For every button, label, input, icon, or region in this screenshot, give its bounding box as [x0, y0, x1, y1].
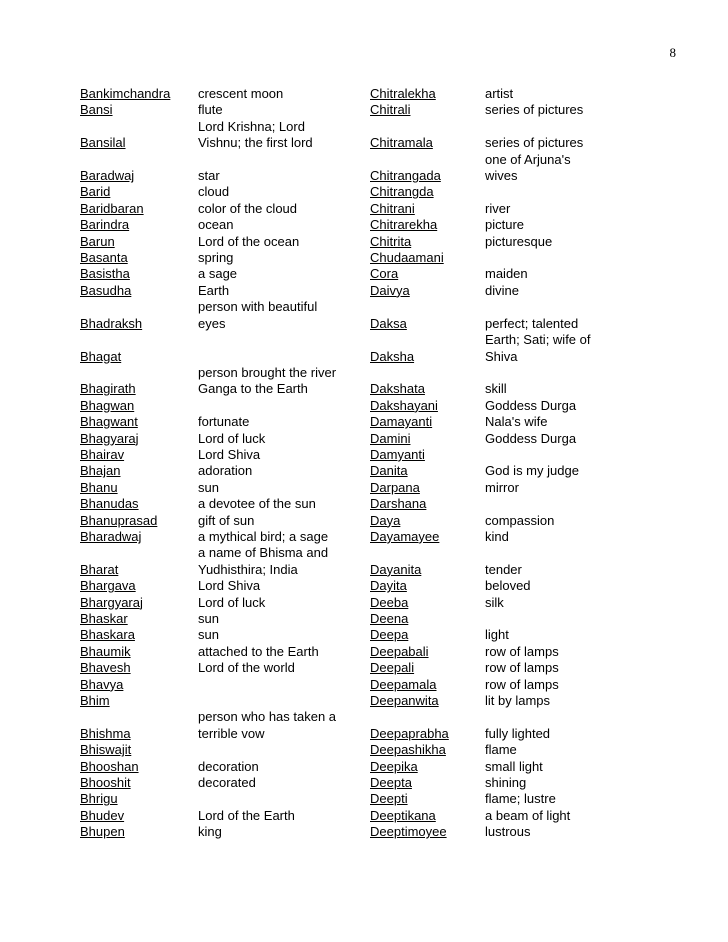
table-row	[80, 119, 625, 152]
table-row	[80, 709, 625, 742]
table-row	[80, 677, 625, 693]
meaning-cell	[485, 578, 625, 594]
meaning-cell	[485, 644, 625, 660]
name-cell: Darpana	[370, 479, 420, 495]
meaning-line: king	[198, 824, 222, 840]
meaning-cell	[485, 184, 625, 200]
meaning-cell	[198, 611, 370, 627]
name-cell: Darshana	[370, 496, 427, 512]
name-cell: Bhajan	[80, 463, 121, 479]
meaning-line: Lord Shiva	[198, 446, 261, 462]
meaning-line: adoration	[198, 463, 253, 479]
meaning-cell	[485, 398, 625, 414]
name-cell: Damyanti	[370, 446, 425, 462]
table-row	[80, 693, 625, 709]
meaning-cell	[485, 611, 625, 627]
meaning-cell	[198, 480, 370, 496]
meaning-cell	[198, 644, 370, 660]
table-row	[80, 611, 625, 627]
meaning-line: skill	[485, 381, 507, 397]
meaning-cell	[198, 496, 370, 512]
meaning-line: shining	[485, 775, 527, 791]
meaning-line: a beam of light	[485, 807, 571, 823]
meaning-line: artist	[485, 86, 514, 101]
meaning-line	[485, 250, 625, 266]
meaning-cell	[485, 742, 625, 758]
name-cell: Bhiswajit	[80, 742, 132, 758]
meaning-cell	[485, 677, 625, 693]
name-cell: Deeptikana	[370, 807, 436, 823]
table-row	[80, 447, 625, 463]
name-cell: Deepaprabha	[370, 725, 449, 741]
meaning-cell	[485, 250, 625, 266]
table-row	[80, 824, 625, 840]
meaning-cell	[198, 824, 370, 840]
meaning-line: attached to the Earth	[198, 643, 319, 659]
meaning-line: flame; lustre	[485, 791, 556, 807]
table-row	[80, 513, 625, 529]
meaning-cell	[198, 513, 370, 529]
meaning-line: ocean	[198, 217, 234, 233]
meaning-cell	[198, 201, 370, 217]
name-cell: Bhagirath	[80, 381, 136, 397]
table-row	[80, 283, 625, 299]
name-cell: Chitrangda	[370, 184, 434, 200]
table-row	[80, 184, 625, 200]
meaning-cell	[485, 759, 625, 775]
table-row	[80, 365, 625, 398]
table-row	[80, 201, 625, 217]
table-row	[80, 775, 625, 791]
name-cell: Bhavesh	[80, 660, 131, 676]
meaning-cell	[198, 266, 370, 282]
meaning-cell	[198, 529, 370, 545]
meaning-cell	[485, 627, 625, 643]
name-cell: Bhooshit	[80, 775, 131, 791]
meaning-line: row of lamps	[485, 676, 559, 692]
table-row	[80, 791, 625, 807]
table-row	[80, 332, 625, 365]
meaning-cell	[485, 693, 625, 709]
name-cell: Bhanu	[80, 479, 118, 495]
meaning-cell	[485, 824, 625, 840]
meaning-cell	[485, 463, 625, 479]
meaning-line: one of Arjuna's	[485, 151, 571, 167]
meaning-line: Goddess Durga	[485, 397, 577, 413]
meaning-line	[485, 496, 625, 512]
table-row	[80, 234, 625, 250]
meaning-line: color of the cloud	[198, 200, 298, 216]
name-cell: Chitrali	[370, 102, 411, 118]
table-row	[80, 742, 625, 758]
table-row	[80, 266, 625, 282]
meaning-line: picturesque	[485, 233, 553, 249]
meaning-cell	[198, 759, 370, 775]
meaning-cell	[198, 463, 370, 479]
meaning-line: silk	[485, 594, 504, 610]
meaning-cell	[485, 119, 625, 152]
meaning-cell	[485, 266, 625, 282]
meaning-line	[198, 791, 370, 807]
name-cell: Basudha	[80, 282, 132, 298]
meaning-line	[198, 742, 370, 758]
table-row	[80, 808, 625, 824]
meaning-line: Vishnu; the first lord	[198, 135, 313, 151]
meaning-line	[485, 447, 625, 463]
table-row	[80, 463, 625, 479]
meaning-line: fully lighted	[485, 725, 551, 741]
name-cell: Bhairav	[80, 446, 125, 462]
name-cell: Daivya	[370, 282, 410, 298]
table-row	[80, 250, 625, 266]
meaning-cell	[485, 595, 625, 611]
name-cell: Deeba	[370, 594, 409, 610]
meaning-cell	[485, 545, 625, 578]
name-cell: Deepabali	[370, 643, 429, 659]
name-cell: Bhadraksh	[80, 315, 143, 331]
meaning-cell	[198, 250, 370, 266]
name-cell: Barindra	[80, 217, 130, 233]
meaning-line: compassion	[485, 512, 555, 528]
meaning-line: person with beautiful	[198, 299, 318, 315]
meaning-line: a name of Bhisma and	[198, 545, 329, 561]
meaning-cell	[198, 545, 370, 578]
name-cell: Deepali	[370, 660, 415, 676]
meaning-line: flute	[198, 102, 223, 118]
table-row	[80, 545, 625, 578]
name-cell: Daksa	[370, 315, 407, 331]
meaning-cell	[198, 398, 370, 414]
meaning-cell	[198, 431, 370, 447]
name-cell: Danita	[370, 463, 408, 479]
meaning-line: Goddess Durga	[485, 430, 577, 446]
meaning-cell	[198, 184, 370, 200]
meaning-cell	[198, 742, 370, 758]
table-row	[80, 660, 625, 676]
table-row	[80, 152, 625, 185]
meaning-line: Nala's wife	[485, 414, 548, 430]
name-cell: Bhaskar	[80, 611, 128, 626]
meaning-line: row of lamps	[485, 643, 559, 659]
meaning-cell	[198, 86, 370, 102]
meaning-cell	[198, 152, 370, 185]
meaning-cell	[485, 86, 625, 102]
meaning-line: Ganga to the Earth	[198, 381, 308, 397]
name-cell: Barun	[80, 233, 115, 249]
name-cell: Bhanuprasad	[80, 512, 158, 528]
name-cell: Bhaskara	[80, 627, 135, 643]
meaning-cell	[198, 234, 370, 250]
meaning-cell	[198, 332, 370, 365]
meaning-line: Earth; Sati; wife of	[485, 332, 591, 348]
meaning-cell	[198, 102, 370, 118]
meaning-line: Lord of the Earth	[198, 807, 295, 823]
meaning-line: cloud	[198, 184, 230, 200]
meaning-line: river	[485, 200, 511, 216]
table-row	[80, 627, 625, 643]
meaning-cell	[198, 791, 370, 807]
meaning-line: crescent moon	[198, 86, 284, 101]
meaning-line: a sage	[198, 266, 238, 282]
name-cell: Dayanita	[370, 561, 422, 577]
name-cell: Deepika	[370, 758, 418, 774]
meaning-line: person who has taken a	[198, 709, 337, 725]
name-cell: Dayita	[370, 578, 407, 594]
meaning-line: Yudhisthira; India	[198, 561, 298, 577]
name-cell: Baradwaj	[80, 168, 135, 184]
name-cell: Bhargava	[80, 578, 136, 594]
meaning-cell	[485, 480, 625, 496]
table-row	[80, 759, 625, 775]
name-cell: Deepti	[370, 791, 408, 807]
meaning-cell	[198, 365, 370, 398]
name-cell: Cora	[370, 266, 399, 282]
meaning-line: Shiva	[485, 348, 518, 364]
table-row	[80, 299, 625, 332]
table-row	[80, 102, 625, 118]
table-row	[80, 398, 625, 414]
page-number: 8	[669, 45, 676, 60]
meaning-cell	[198, 709, 370, 742]
meaning-cell	[198, 595, 370, 611]
name-cell: Bhanudas	[80, 496, 139, 512]
name-cell: Deepta	[370, 775, 412, 791]
meaning-cell	[485, 529, 625, 545]
name-cell: Chitrarekha	[370, 217, 438, 233]
meaning-line	[198, 693, 370, 709]
meaning-line: terrible vow	[198, 725, 265, 741]
meaning-line	[198, 349, 370, 365]
name-cell: Bhagwant	[80, 414, 138, 430]
meaning-cell	[485, 496, 625, 512]
meaning-cell	[198, 414, 370, 430]
meaning-line: Lord of luck	[198, 594, 266, 610]
meaning-cell	[485, 414, 625, 430]
table-row	[80, 480, 625, 496]
meaning-cell	[198, 217, 370, 233]
name-cell: Bhagwan	[80, 397, 135, 413]
name-cell: Deepa	[370, 627, 409, 643]
name-cell: Bansi	[80, 102, 113, 118]
name-cell: Bhooshan	[80, 758, 139, 774]
table-row	[80, 496, 625, 512]
table-row	[80, 431, 625, 447]
meaning-cell	[198, 677, 370, 693]
name-cell: Basistha	[80, 266, 130, 282]
meaning-line: lit by lamps	[485, 693, 551, 709]
name-cell: Dayamayee	[370, 528, 440, 544]
meaning-line: Lord of the world	[198, 660, 295, 676]
meaning-line: decoration	[198, 758, 259, 774]
name-cell: Bharat	[80, 561, 119, 577]
meaning-cell	[485, 447, 625, 463]
meaning-line: mirror	[485, 479, 519, 495]
meaning-line: row of lamps	[485, 660, 559, 676]
name-cell: Deepashikha	[370, 742, 446, 758]
name-cell: Daksha	[370, 348, 415, 364]
meaning-line: eyes	[198, 315, 226, 331]
meaning-line: person brought the river	[198, 364, 337, 380]
meaning-line: maiden	[485, 266, 528, 282]
name-cell: Bhagat	[80, 348, 122, 364]
names-table-body	[80, 86, 625, 841]
name-cell: Bhrigu	[80, 791, 118, 807]
name-cell: Deena	[370, 611, 409, 626]
meaning-line: beloved	[485, 578, 531, 594]
table-row	[80, 217, 625, 233]
meaning-line: fortunate	[198, 414, 250, 430]
meaning-line	[198, 677, 370, 693]
meaning-line: small light	[485, 758, 543, 774]
meaning-cell	[485, 709, 625, 742]
name-cell: Bhagyaraj	[80, 430, 139, 446]
meaning-line: star	[198, 168, 220, 184]
meaning-line: Earth	[198, 282, 230, 298]
meaning-line: gift of sun	[198, 512, 255, 528]
meaning-line: spring	[198, 250, 234, 266]
name-cell: Baridbaran	[80, 200, 144, 216]
meaning-line: decorated	[198, 775, 256, 791]
meaning-line: kind	[485, 528, 509, 544]
table-row	[80, 86, 625, 102]
meaning-line	[485, 184, 625, 200]
meaning-cell	[198, 299, 370, 332]
name-cell: Chudaamani	[370, 250, 444, 266]
meaning-cell	[198, 578, 370, 594]
name-cell: Bhishma	[80, 725, 131, 741]
meaning-line: Lord Krishna; Lord	[198, 118, 305, 134]
meaning-cell	[485, 299, 625, 332]
name-cell: Chitrani	[370, 200, 415, 216]
meaning-line: a devotee of the sun	[198, 496, 316, 512]
table-row	[80, 578, 625, 594]
meaning-cell	[485, 808, 625, 824]
meaning-line: wives	[485, 168, 518, 184]
meaning-line: sun	[198, 627, 219, 643]
meaning-cell	[198, 447, 370, 463]
table-row	[80, 529, 625, 545]
meaning-line: picture	[485, 217, 525, 233]
meaning-line: tender	[485, 561, 522, 577]
meaning-line: sun	[198, 479, 219, 495]
meaning-line: Lord of the ocean	[198, 233, 300, 249]
meaning-cell	[485, 431, 625, 447]
name-cell: Chitralekha	[370, 86, 436, 101]
meaning-line	[198, 398, 370, 414]
name-cell: Deepamala	[370, 676, 437, 692]
name-cell: Bharadwaj	[80, 528, 142, 544]
meaning-line	[485, 611, 625, 627]
name-cell: Bhaumik	[80, 643, 131, 659]
name-cell: Basanta	[80, 250, 128, 266]
meaning-line: lustrous	[485, 824, 531, 840]
names-table	[80, 86, 625, 841]
meaning-cell	[198, 627, 370, 643]
table-row	[80, 644, 625, 660]
name-cell: Damini	[370, 430, 411, 446]
name-cell: Chitrangada	[370, 168, 441, 184]
meaning-cell	[198, 660, 370, 676]
name-cell: Chitramala	[370, 135, 433, 151]
meaning-line: series of pictures	[485, 135, 584, 151]
meaning-cell	[485, 791, 625, 807]
meaning-line: God is my judge	[485, 463, 579, 479]
name-cell: Bhim	[80, 693, 110, 709]
meaning-cell	[485, 283, 625, 299]
meaning-cell	[485, 775, 625, 791]
meaning-cell	[485, 201, 625, 217]
meaning-cell	[485, 152, 625, 185]
name-cell: Barid	[80, 184, 111, 200]
meaning-cell	[485, 660, 625, 676]
name-cell: Bhupen	[80, 824, 125, 840]
meaning-line: perfect; talented	[485, 315, 579, 331]
name-cell: Chitrita	[370, 233, 412, 249]
meaning-cell	[485, 332, 625, 365]
name-cell: Deepanwita	[370, 693, 439, 709]
meaning-line: light	[485, 627, 509, 643]
meaning-line: Lord Shiva	[198, 578, 261, 594]
meaning-cell	[485, 365, 625, 398]
name-cell: Dakshata	[370, 381, 425, 397]
name-cell: Damayanti	[370, 414, 433, 430]
name-cell: Bhavya	[80, 676, 124, 692]
meaning-line: sun	[198, 611, 219, 626]
meaning-line: series of pictures	[485, 102, 584, 118]
meaning-line: a mythical bird; a sage	[198, 528, 329, 544]
meaning-cell	[198, 808, 370, 824]
meaning-cell	[198, 119, 370, 152]
name-cell: Deeptimoyee	[370, 824, 447, 840]
meaning-line: flame	[485, 742, 517, 758]
name-cell: Bhudev	[80, 807, 125, 823]
table-row	[80, 595, 625, 611]
meaning-cell	[485, 102, 625, 118]
name-cell: Bankimchandra	[80, 86, 171, 101]
meaning-cell	[198, 775, 370, 791]
meaning-line: Lord of luck	[198, 430, 266, 446]
meaning-cell	[485, 217, 625, 233]
meaning-line: divine	[485, 282, 519, 298]
meaning-cell	[198, 283, 370, 299]
meaning-cell	[485, 513, 625, 529]
name-cell: Bhargyaraj	[80, 594, 143, 610]
table-row	[80, 414, 625, 430]
meaning-cell	[198, 693, 370, 709]
name-cell: Bansilal	[80, 135, 126, 151]
meaning-cell	[485, 234, 625, 250]
name-cell: Dakshayani	[370, 397, 438, 413]
name-cell: Daya	[370, 512, 401, 528]
